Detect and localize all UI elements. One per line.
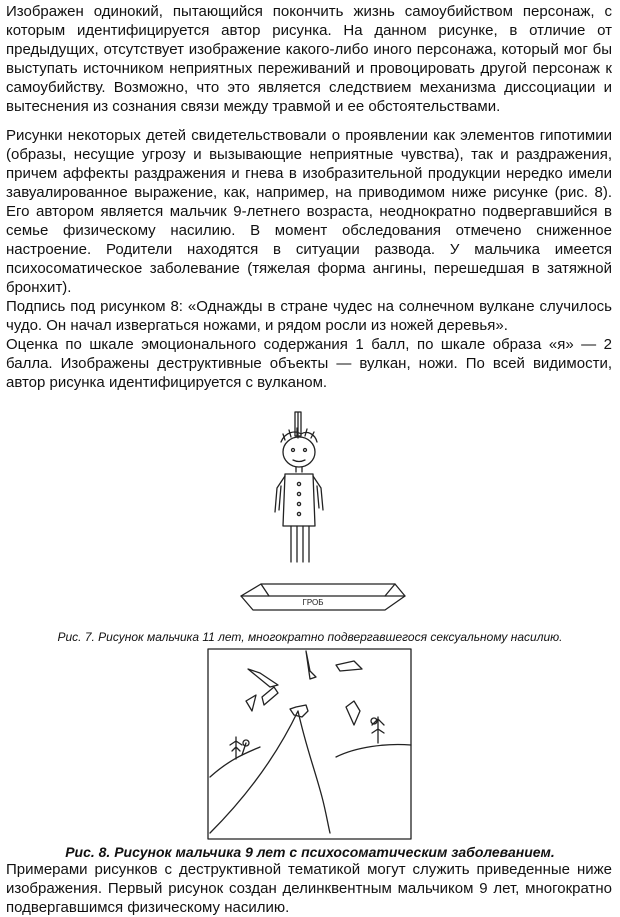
figure-8-svg — [206, 647, 414, 843]
figure-7-svg — [225, 400, 415, 632]
figure-7-drawing — [225, 400, 415, 632]
coffin-label: ГРОБ — [302, 598, 324, 607]
figure-8-caption: Рис. 8. Рисунок мальчика 9 лет с психосоматическим заболеванием. — [65, 844, 555, 860]
paragraph-3: Подпись под рисунком 8: «Однажды в стране чудес на солнечном вулкане случилось чудо. Он начал извергаться ножами, и рядом росли из ножей деревья». — [6, 298, 612, 334]
figure-7-caption: Рис. 7. Рисунок мальчика 11 лет, многократно подвергавшегося сексуальному насилию. — [57, 630, 563, 644]
figure-8-drawing — [206, 647, 414, 843]
paragraph-5: Примерами рисунков с деструктивной тематикой могут служить приведенные ниже изображения. Первый рисунок создан делинквентным мальчиком 9 лет, многократно подвергавшимся физическому насилию. — [6, 861, 612, 916]
paragraph-2: Рисунки некоторых детей свидетельствовали о проявлении как элементов гипотимии (образы, несущие угрозу и вызывающие неприятные чувства), так и раздражения, причем аффекты раздражения и гнева в изобразительной продукции нередко имели завуалированное выражение, как, например, на приводимом ниже рисунке (рис. 8). Его автором является мальчик 9-летнего возраста, неоднократно подвергавшийся в семье физическому насилию. В момент обследования отмечено сниженное настроение. Родители находятся в ситуации развода. У мальчика имеется психосоматическое заболевание (тяжелая форма ангины, перешедшая в затяжной бронхит). — [6, 127, 612, 296]
paragraph-4: Оценка по шкале эмоционального содержания 1 балл, по шкале образа «я» — 2 балла. Изображены деструктивные объекты — вулкан, ножи. По всей видимости, автор рисунка идентифицируется с вулканом. — [6, 336, 612, 391]
paragraph-1: Изображен одинокий, пытающийся покончить жизнь самоубийством персонаж, с которым идентифицируется автор рисунка. На данном рисунке, в отличие от предыдущих, отсутствует изображение какого-либо иного персонажа, который мог бы выступать источником неприятных переживаний и провоцировать другой персонаж к самоубийству. Возможно, что это является следствием механизма диссоциации и вытеснения из сознания связи между травмой и ее обстоятельствами. — [6, 3, 612, 115]
